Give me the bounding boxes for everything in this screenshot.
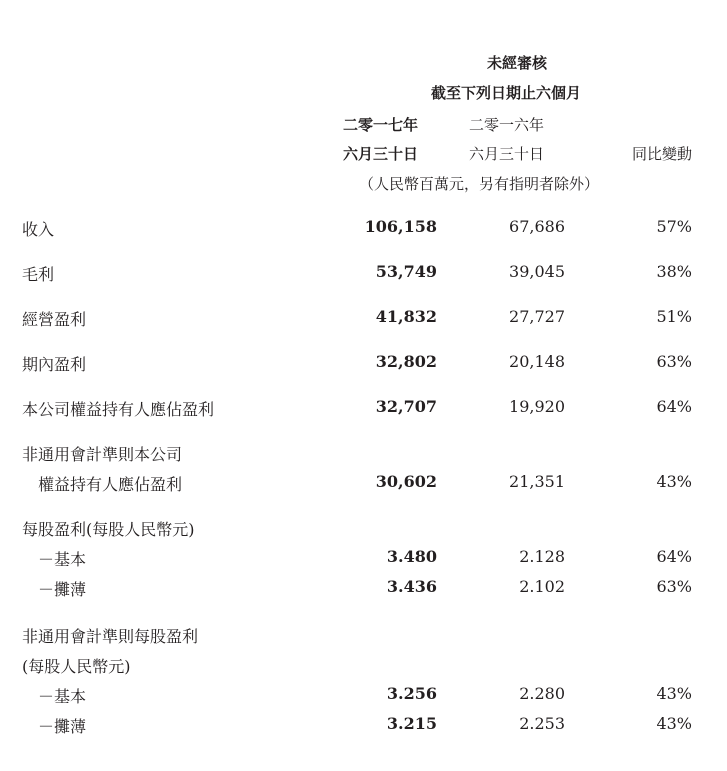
- value-2016: 39,045: [509, 262, 565, 281]
- row-label: 每股盈利(每股人民幣元): [22, 520, 195, 539]
- row-label: 非通用會計準則每股盈利: [22, 627, 199, 646]
- value-2016: 21,351: [509, 472, 565, 491]
- value-2017: 3.480: [386, 547, 437, 566]
- header-title-unaudited: 未經審核: [487, 54, 548, 72]
- row-label: －攤薄: [38, 580, 87, 599]
- value-2017: 30,602: [375, 472, 437, 491]
- row-label: 非通用會計準則本公司: [22, 445, 183, 464]
- value-change: 57%: [656, 217, 692, 236]
- value-change: 43%: [656, 472, 692, 491]
- value-change: 64%: [656, 397, 692, 416]
- header-title-period: 截至下列日期止六個月: [431, 84, 582, 102]
- row-label: －攤薄: [38, 717, 87, 736]
- value-2016: 67,686: [509, 217, 565, 236]
- row-label: 收入: [22, 220, 55, 239]
- row-label: 經營盈利: [22, 310, 87, 329]
- row-label-continued: 權益持有人應佔盈利: [38, 475, 183, 494]
- value-change: 51%: [656, 307, 692, 326]
- value-change: 43%: [656, 714, 692, 733]
- value-change: 63%: [656, 577, 692, 596]
- value-2016: 20,148: [509, 352, 565, 371]
- value-2016: 2.102: [519, 577, 565, 596]
- col-2016-date: 六月三十日: [469, 145, 545, 163]
- row-label: －基本: [38, 687, 87, 706]
- value-change: 38%: [656, 262, 692, 281]
- value-2017: 106,158: [364, 217, 437, 236]
- col-change-label: 同比變動: [631, 145, 692, 163]
- value-2017: 3.215: [386, 714, 437, 733]
- value-change: 64%: [656, 547, 692, 566]
- unit-note: （人民幣百萬元，另有指明者除外）: [359, 175, 600, 193]
- value-2016: 2.280: [519, 684, 565, 703]
- value-2017: 3.436: [386, 577, 437, 596]
- row-label-continued: (每股人民幣元): [22, 657, 131, 676]
- value-2016: 2.253: [519, 714, 565, 733]
- value-change: 63%: [656, 352, 692, 371]
- row-label: 本公司權益持有人應佔盈利: [22, 400, 215, 419]
- value-2017: 32,707: [375, 397, 437, 416]
- value-2016: 19,920: [509, 397, 565, 416]
- row-label: 期內盈利: [22, 355, 87, 374]
- col-2016-year: 二零一六年: [469, 116, 545, 134]
- value-2016: 2.128: [519, 547, 565, 566]
- col-2017-date: 六月三十日: [343, 145, 419, 163]
- value-2017: 53,749: [375, 262, 437, 281]
- value-2016: 27,727: [509, 307, 565, 326]
- value-2017: 32,802: [375, 352, 437, 371]
- col-2017-year: 二零一七年: [343, 116, 419, 134]
- value-change: 43%: [656, 684, 692, 703]
- row-label: 毛利: [22, 265, 55, 284]
- row-label: －基本: [38, 550, 87, 569]
- value-2017: 41,832: [375, 307, 437, 326]
- value-2017: 3.256: [386, 684, 437, 703]
